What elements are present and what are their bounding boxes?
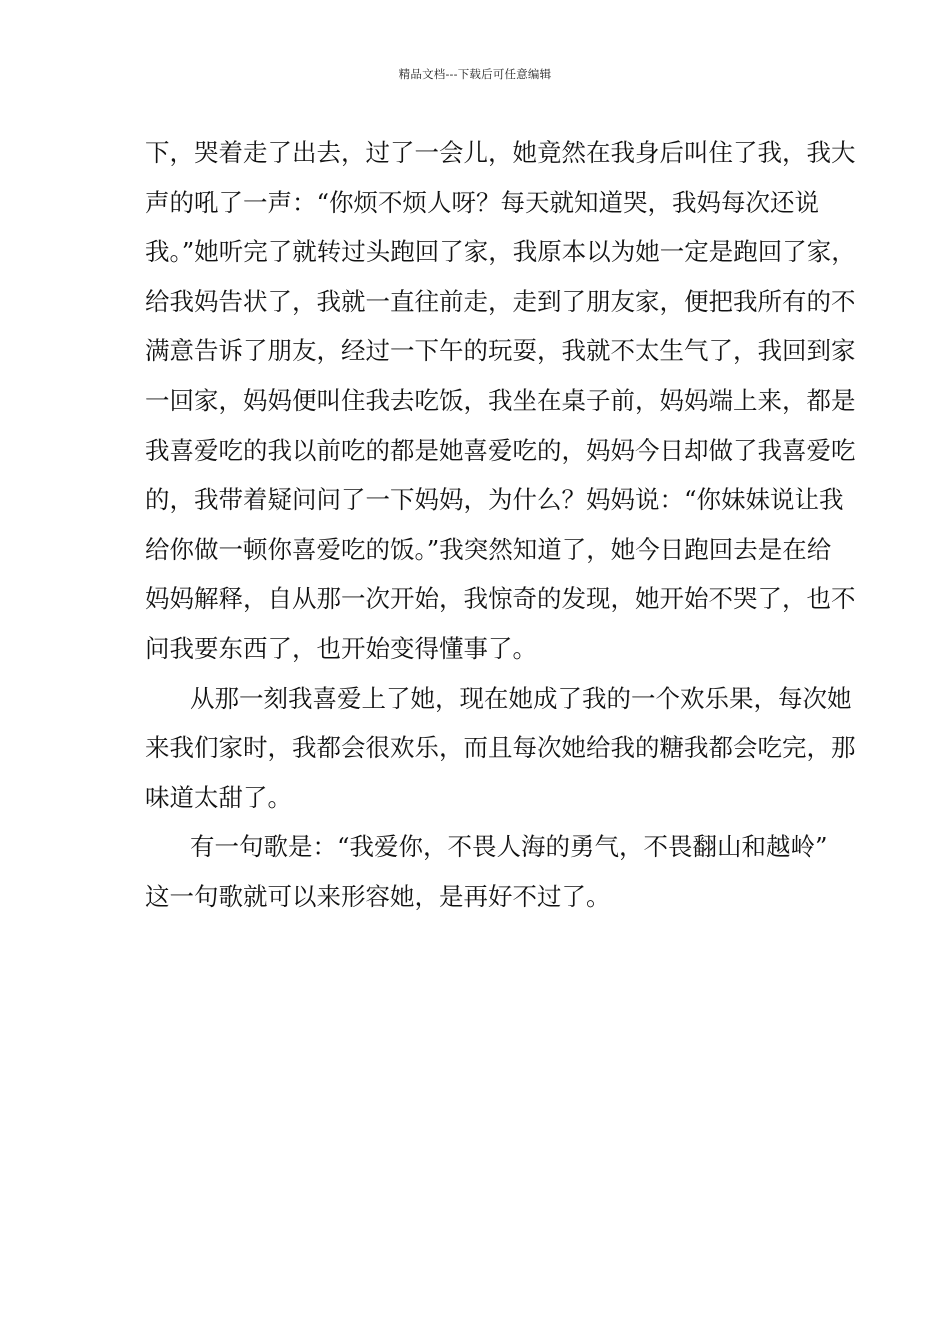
- text-line: 我喜爱吃的我以前吃的都是她喜爱吃的，妈妈今日却做了我喜爱吃: [145, 435, 856, 465]
- text-line: 来我们家时，我都会很欢乐，而且每次她给我的糖我都会吃完，那: [145, 733, 856, 763]
- text-line: 味道太甜了。: [145, 782, 292, 812]
- body-text: [145, 128, 856, 922]
- text-line: 给你做一顿你喜爱吃的饭。”我突然知道了，她今日跑回去是在给: [145, 534, 832, 564]
- text-line: 声的吼了一声：“你烦不烦人呀？每天就知道哭，我妈每次还说: [145, 187, 820, 217]
- paragraph-start-line: 有一句歌是：“我爱你，不畏人海的勇气，不畏翻山和越岭”: [190, 832, 828, 862]
- text-line: 满意告诉了朋友，经过一下午的玩耍，我就不太生气了，我回到家: [145, 336, 856, 366]
- page-header: 精品文档---下载后可任意编辑: [398, 67, 552, 81]
- text-line: 的，我带着疑问问了一下妈妈，为什么？妈妈说：“你妹妹说让我: [145, 485, 844, 515]
- text-line: 妈妈解释，自从那一次开始，我惊奇的发现，她开始不哭了，也不: [145, 584, 856, 614]
- text-line: 这一句歌就可以来形容她，是再好不过了。: [145, 881, 611, 911]
- text-line: 下，哭着走了出去，过了一会儿，她竟然在我身后叫住了我，我大: [145, 138, 856, 167]
- text-line: 给我妈告状了，我就一直往前走，走到了朋友家，便把我所有的不: [145, 286, 856, 316]
- text-line: 问我要东西了，也开始变得懂事了。: [145, 633, 537, 663]
- text-line: 我。”她听完了就转过头跑回了家，我原本以为她一定是跑回了家，: [145, 237, 856, 267]
- paragraph-start-line: 从那一刻我喜爱上了她，现在她成了我的一个欢乐果，每次她: [190, 683, 852, 713]
- text-line: 一回家，妈妈便叫住我去吃饭，我坐在桌子前，妈妈端上来，都是: [145, 385, 856, 415]
